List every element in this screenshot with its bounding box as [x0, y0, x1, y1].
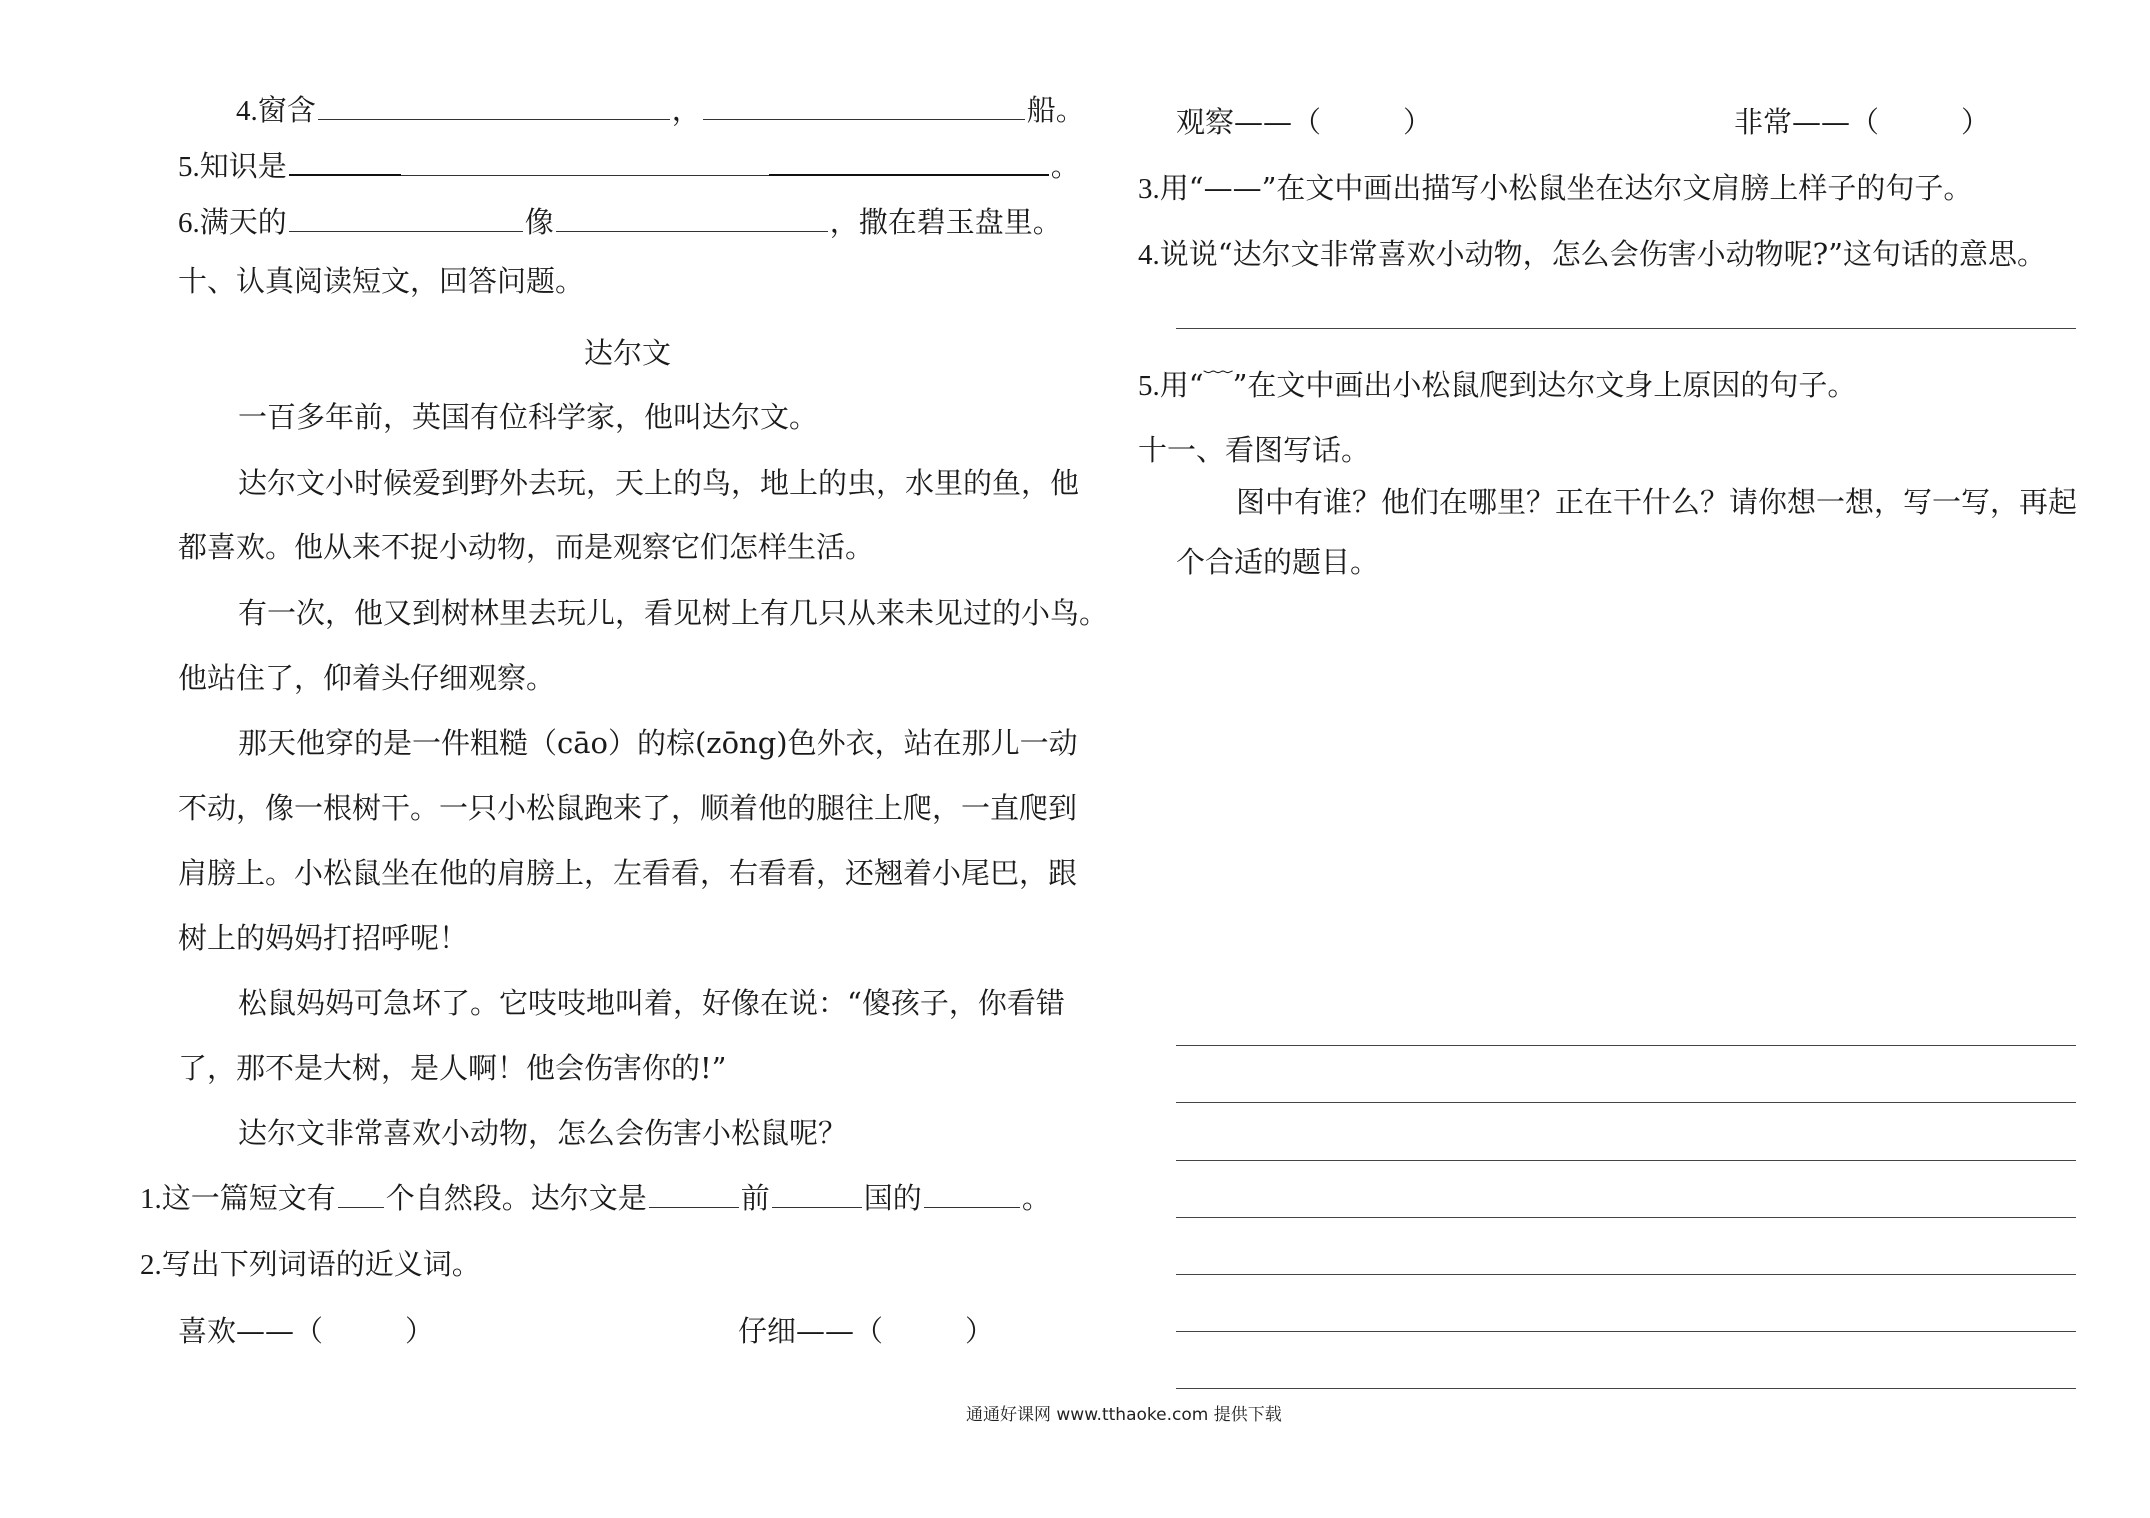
passage-line: 松鼠妈妈可急坏了。它吱吱地叫着，好像在说：“傻孩子，你看错 — [238, 986, 1065, 1020]
question-text: 用“﹋”在文中画出小松鼠爬到达尔文身上原因的句子。 — [1159, 368, 1857, 402]
synonym-close: ） — [1961, 105, 1991, 139]
writing-line[interactable] — [1176, 1102, 2076, 1103]
question-number: 3. — [1138, 173, 1160, 205]
synonym-item — [1176, 102, 1432, 142]
writing-line[interactable] — [1176, 1388, 2076, 1389]
answer-blank[interactable] — [769, 150, 1049, 176]
passage-line: 他站住了，仰着头仔细观察。 — [178, 661, 556, 695]
writing-prompt: 图中有谁？他们在哪里？正在干什么？请你想一想，写一写，再起 — [1236, 485, 2078, 519]
passage-line: 都喜欢。他从来不捉小动物，而是观察它们怎样生活。 — [178, 530, 875, 564]
answer-blank[interactable] — [924, 1183, 1020, 1208]
fill-item-6 — [178, 202, 1062, 243]
writing-prompt: 个合适的题目。 — [1176, 545, 1380, 579]
item-text: 船。 — [1026, 93, 1085, 127]
synonym-item — [1734, 102, 1990, 142]
fill-item-5 — [178, 146, 1080, 187]
passage-line: 一百多年前，英国有位科学家，他叫达尔文。 — [238, 400, 819, 434]
question-1 — [140, 1178, 1051, 1219]
item-text: 。 — [1050, 149, 1080, 183]
answer-blank[interactable] — [556, 207, 828, 232]
item-number: 4. — [236, 95, 258, 127]
synonym-close: ） — [405, 1314, 435, 1348]
question-text: 用“——”在文中画出描写小松鼠坐在达尔文肩膀上样子的句子。 — [1159, 171, 1973, 205]
synonym-close: ） — [965, 1314, 995, 1348]
synonym-item — [738, 1311, 994, 1351]
passage-line: 达尔文小时候爱到野外去玩，天上的鸟，地上的虫，水里的鱼，他 — [238, 466, 1080, 500]
question-number: 2. — [140, 1249, 162, 1281]
question-4 — [1138, 234, 2046, 275]
answer-blank[interactable] — [318, 95, 670, 120]
passage-line: 了，那不是大树，是人啊！他会伤害你的!” — [178, 1051, 727, 1085]
question-text: 个自然段。达尔文是 — [385, 1181, 647, 1215]
passage-title: 达尔文 — [584, 336, 672, 370]
passage-line: 有一次，他又到树林里去玩儿，看见树上有几只从来未见过的小鸟。 — [238, 596, 1109, 630]
writing-line[interactable] — [1176, 1217, 2076, 1218]
question-number: 1. — [140, 1183, 162, 1215]
item-text: 知识是 — [199, 149, 287, 183]
passage-line: 那天他穿的是一件粗糙（cāo）的棕(zōng)色外衣，站在那儿一动 — [238, 726, 1078, 760]
passage-line: 树上的妈妈打招呼呢！ — [178, 921, 469, 955]
passage-line: 不动，像一根树干。一只小松鼠跑来了，顺着他的腿往上爬，一直爬到 — [178, 791, 1078, 825]
synonym-word: 喜欢——（ — [178, 1314, 324, 1348]
item-text: 像 — [524, 205, 554, 239]
question-text: 写出下列词语的近义词。 — [161, 1247, 481, 1281]
section-10-heading: 十、认真阅读短文，回答问题。 — [178, 264, 585, 298]
answer-blank[interactable] — [289, 207, 523, 232]
section-11-heading: 十一、看图写话。 — [1138, 433, 1371, 467]
page-footer: 通通好课网 www.tthaoke.com 提供下载 — [966, 1405, 1282, 1425]
question-5 — [1138, 365, 1856, 406]
answer-blank[interactable] — [289, 150, 401, 176]
fill-item-4 — [236, 90, 1085, 131]
synonym-item — [178, 1311, 434, 1351]
passage-line: 达尔文非常喜欢小动物，怎么会伤害小松鼠呢？ — [238, 1116, 848, 1150]
question-text: 。 — [1021, 1181, 1051, 1215]
question-text: 国的 — [863, 1181, 922, 1215]
item-number: 5. — [178, 151, 200, 183]
synonym-word: 非常——（ — [1734, 105, 1880, 139]
question-number: 4. — [1138, 239, 1160, 271]
answer-blank[interactable] — [401, 151, 769, 176]
writing-line[interactable] — [1176, 1331, 2076, 1332]
writing-line[interactable] — [1176, 1274, 2076, 1275]
question-3 — [1138, 168, 1972, 209]
writing-line[interactable] — [1176, 1045, 2076, 1046]
question-text: 这一篇短文有 — [161, 1181, 336, 1215]
item-number: 6. — [178, 207, 200, 239]
answer-blank[interactable] — [649, 1183, 739, 1208]
synonym-word: 观察——（ — [1176, 105, 1322, 139]
answer-blank[interactable] — [772, 1183, 862, 1208]
item-text: ， — [671, 93, 701, 127]
item-text: 窗含 — [257, 93, 316, 127]
question-text: 前 — [740, 1181, 770, 1215]
writing-line[interactable] — [1176, 1160, 2076, 1161]
question-number: 5. — [1138, 370, 1160, 402]
item-text: 满天的 — [199, 205, 287, 239]
answer-line[interactable] — [1176, 328, 2076, 329]
question-2 — [140, 1244, 481, 1285]
synonym-word: 仔细——（ — [738, 1314, 884, 1348]
answer-blank[interactable] — [703, 95, 1025, 120]
passage-line: 肩膀上。小松鼠坐在他的肩膀上，左看看，右看看，还翘着小尾巴，跟 — [178, 856, 1078, 890]
question-text: 说说“达尔文非常喜欢小动物，怎么会伤害小动物呢?”这句话的意思。 — [1159, 237, 2046, 271]
answer-blank[interactable] — [338, 1183, 384, 1208]
synonym-close: ） — [1403, 105, 1433, 139]
item-text: ，撒在碧玉盘里。 — [829, 205, 1062, 239]
